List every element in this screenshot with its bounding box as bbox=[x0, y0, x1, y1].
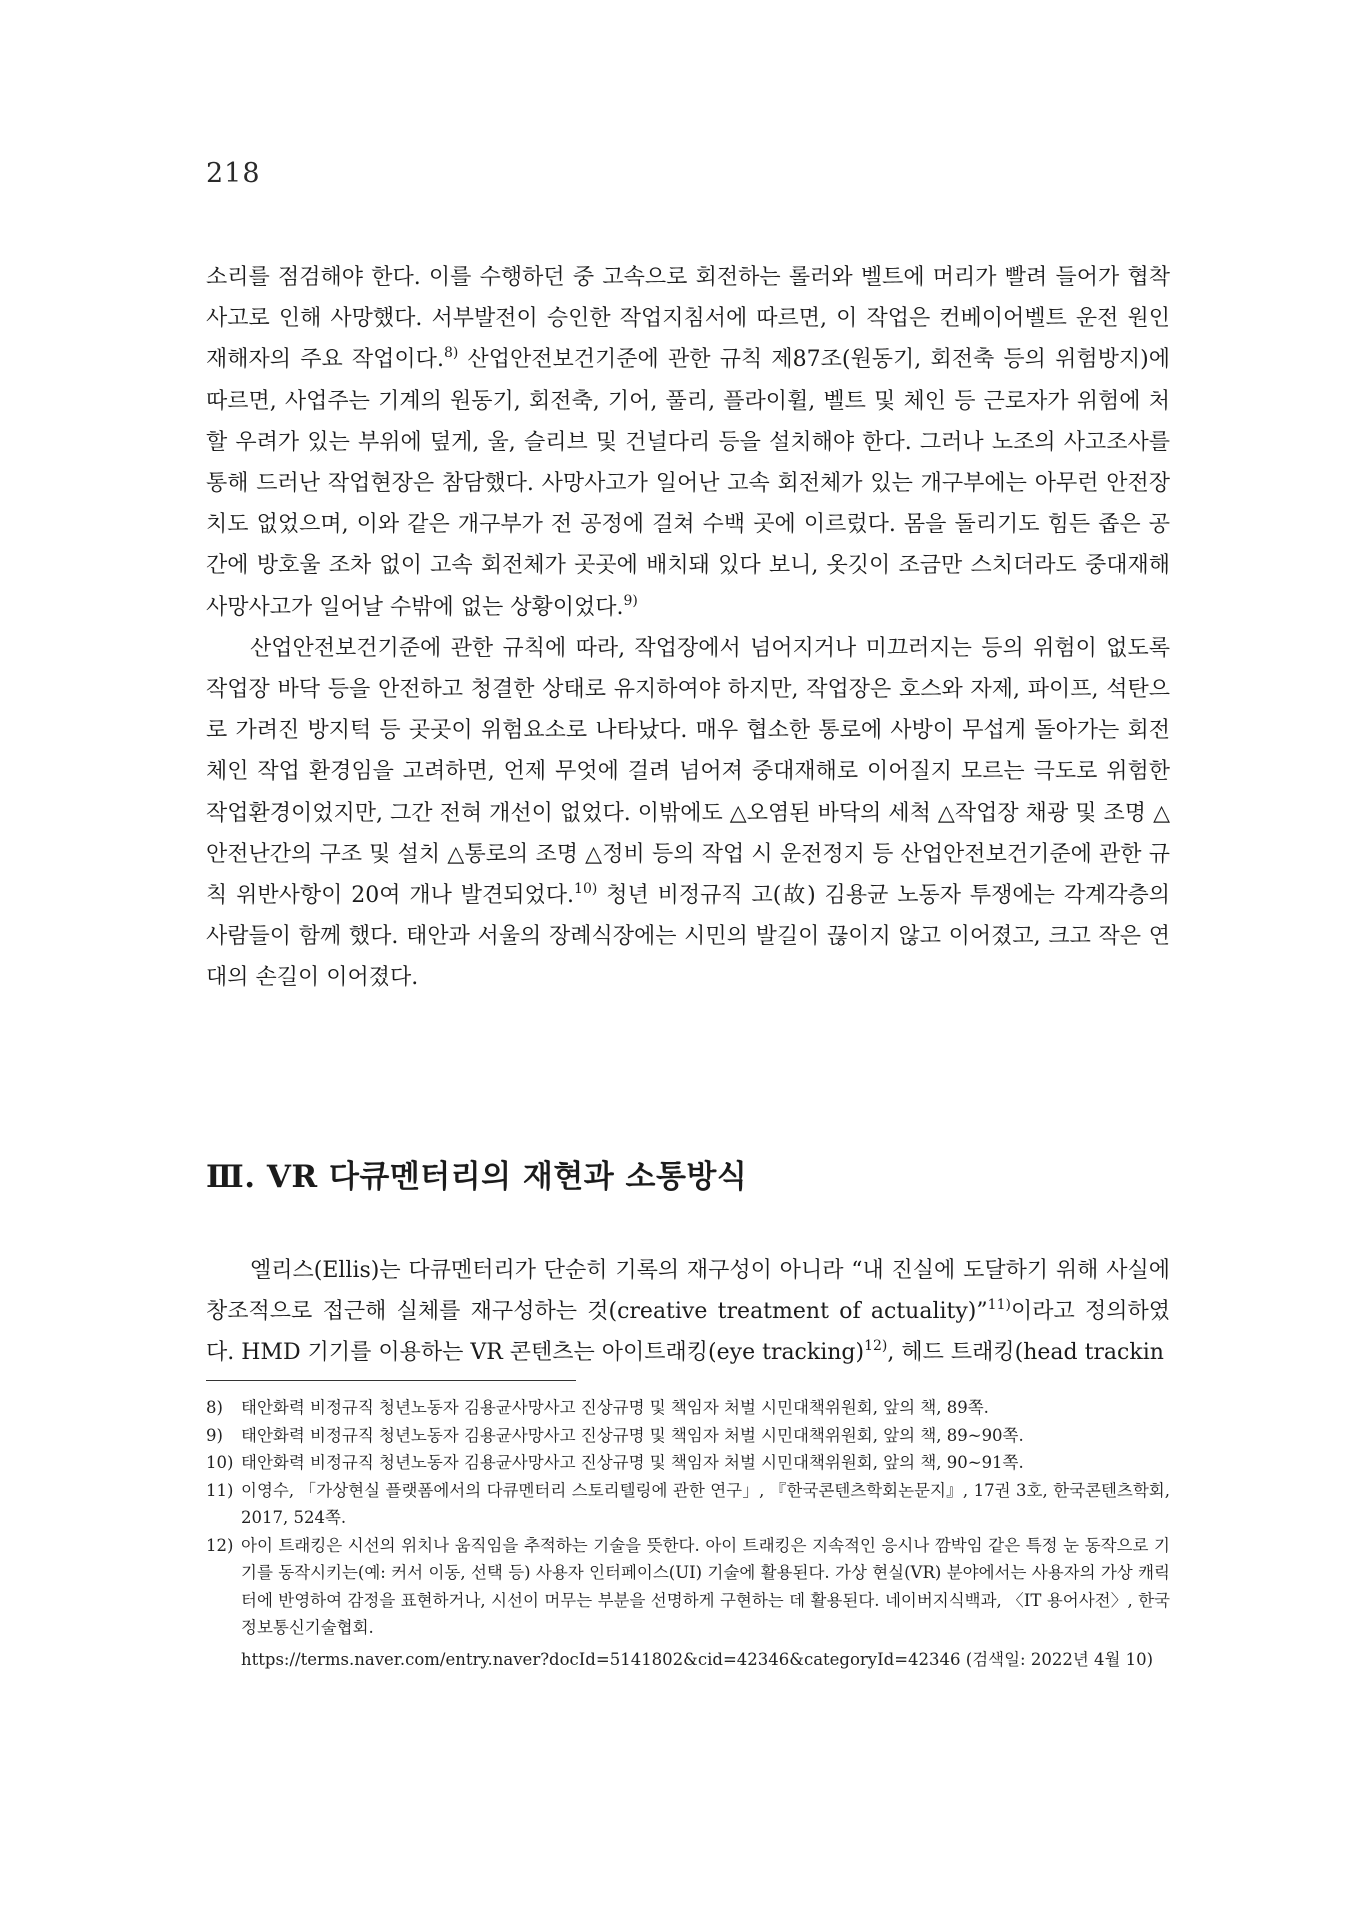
footnote-10 bbox=[206, 1449, 1170, 1477]
footnote-text: 아이 트래킹은 시선의 위치나 움직임을 추적하는 기술을 뜻한다. 아이 트래킹은 지속적인 응시나 깜박임 같은 특정 눈 동작으로 기기를 동작시키는(예: 커서 이동, 선택 등) 사용자 인터페이스(UI) 기술에 활용된다. 가상 현실(VR) 분야에서는 사용자의 가상 캐릭터에 반영하여 감정을 표현하거나, 시선이 머무는 부분을 선명하게 구현하는 데 활용된다. 네이버지식백과, 〈IT 용어사전〉, 한국정보통신기술협회. bbox=[241, 1535, 1170, 1637]
footnote-url-link[interactable]: https://terms.naver.com/entry.naver?docId=5141802&cid=42346&categoryId=42346 (검색일: 2022년 4월 10) bbox=[241, 1649, 1154, 1669]
footnote-text: 태안화력 비정규직 청년노동자 김용균사망사고 진상규명 및 책임자 처벌 시민대책위원회, 앞의 책, 90~91쪽. bbox=[241, 1453, 1024, 1472]
footnote-number: 10) bbox=[206, 1453, 234, 1472]
footnote-text: 태안화력 비정규직 청년노동자 김용균사망사고 진상규명 및 책임자 처벌 시민대책위원회, 앞의 책, 89~90쪽. bbox=[241, 1425, 1024, 1445]
paragraph-2-text-a: 산업안전보건기준에 관한 규칙에 따라, 작업장에서 넘어지거나 미끄러지는 등의 위험이 없도록 작업장 바닥 등을 안전하고 청결한 상태로 유지하여야 하지만, 작업장은 호스와 자제, 파이프, 석탄으로 가려진 방지턱 등 곳곳이 위험요소로 나타났다. 매우 협소한 통로에 사방이 무섭게 돌아가는 회전체인 작업 환경임을 고려하면, 언제 무엇에 걸려 넘어져 중대재해로 이어질지 모르는 극도로 위험한 작업환경이었지만, 그간 전혀 개선이 없었다. 이밖에도 △오염된 바닥의 세척 △작업장 채광 및 조명 △안전난간의 구조 및 설치 △통로의 조명 △정비 등의 작업 시 운전정지 등 산업안전보건기준에 관한 규칙 위반사항이 20여 개나 발견되었다. bbox=[206, 635, 1170, 909]
section-text-a: 엘리스(Ellis)는 다큐멘터리가 단순히 기록의 재구성이 아니라 “내 진실에 도달하기 위해 사실에 창조적으로 접근해 실체를 재구성하는 것(creative treatment of actuality)” bbox=[206, 1258, 1170, 1325]
footnote-number: 12) bbox=[206, 1535, 234, 1555]
footnote-divider bbox=[206, 1380, 576, 1381]
paragraph-1-text-b: 산업안전보건기준에 관한 규칙 제87조(원동기, 회전축 등의 위험방지)에 따르면, 사업주는 기계의 원동기, 회전축, 기어, 풀리, 플라이휠, 벨트 및 체인 등 근로자가 위험에 처할 우려가 있는 부위에 덮게, 울, 슬리브 및 건널다리 등을 설치해야 한다. 그러나 노조의 사고조사를 통해 드러난 작업현장은 참담했다. 사망사고가 일어난 고속 회전체가 있는 개구부에는 아무런 안전장치도 없었으며, 이와 같은 개구부가 전 공정에 걸쳐 수백 곳에 이르렀다. 몸을 돌리기도 힘든 좁은 공간에 방호울 조차 없이 고속 회전체가 곳곳에 배치돼 있다 보니, 옷깃이 조금만 스치더라도 중대재해 사망사고가 일어날 수밖에 없는 상황이었다. bbox=[206, 347, 1170, 620]
footnote-ref-9: 9) bbox=[623, 592, 638, 609]
footnote-number: 9) bbox=[206, 1425, 223, 1445]
footnote-number: 11) bbox=[206, 1480, 234, 1500]
section-heading: Ⅲ. VR 다큐멘터리의 재현과 소통방식 bbox=[206, 1159, 748, 1195]
paragraph-1 bbox=[206, 257, 1170, 628]
footnote-12 bbox=[206, 1532, 1170, 1674]
section-text-b: 이라고 정의하였다. HMD 기기를 이용하는 VR 콘텐츠는 아이트래킹(eye tracking) bbox=[206, 1299, 1171, 1366]
footnote-ref-10: 10) bbox=[574, 881, 598, 898]
footnote-11 bbox=[206, 1477, 1170, 1532]
section-text-c: , 헤드 트래킹(head trackin bbox=[887, 1340, 1164, 1366]
body-text bbox=[206, 257, 1170, 999]
section-intro bbox=[206, 1250, 1170, 1374]
footnote-ref-8: 8) bbox=[443, 345, 459, 362]
footnote-text: 태안화력 비정규직 청년노동자 김용균사망사고 진상규명 및 책임자 처벌 시민대책위원회, 앞의 책, 89쪽. bbox=[241, 1398, 989, 1417]
footnote-number: 8) bbox=[206, 1398, 223, 1417]
footnote-8 bbox=[206, 1394, 1170, 1422]
page-number: 218 bbox=[206, 158, 261, 189]
footnote-body bbox=[241, 1532, 1170, 1674]
paragraph-2-text-b: 청년 비정규직 고(故) 김용균 노동자 투쟁에는 각계각층의 사람들이 함께 했다. 태안과 서울의 장례식장에는 시민의 발길이 끊이지 않고 이어졌고, 크고 작은 연대의 손길이 이어졌다. bbox=[206, 883, 1170, 991]
paragraph-1-text-a: 소리를 점검해야 한다. 이를 수행하던 중 고속으로 회전하는 롤러와 벨트에 머리가 빨려 들어가 협착사고로 인해 사망했다. 서부발전이 승인한 작업지침서에 따르면, 이 작업은 컨베이어벨트 운전 원인 재해자의 주요 작업이다. bbox=[206, 265, 1170, 373]
footnote-text: 이영수, 「가상현실 플랫폼에서의 다큐멘터리 스토리텔링에 관한 연구」, 『한국콘텐츠학회논문지』, 17권 3호, 한국콘텐츠학회, 2017, 524쪽. bbox=[241, 1480, 1170, 1527]
footnote-ref-12: 12) bbox=[864, 1338, 888, 1355]
footnote-9 bbox=[206, 1422, 1170, 1450]
footnotes bbox=[206, 1394, 1170, 1673]
paragraph-2 bbox=[206, 628, 1170, 999]
footnote-ref-11: 11) bbox=[987, 1297, 1011, 1314]
section-paragraph bbox=[206, 1250, 1170, 1374]
